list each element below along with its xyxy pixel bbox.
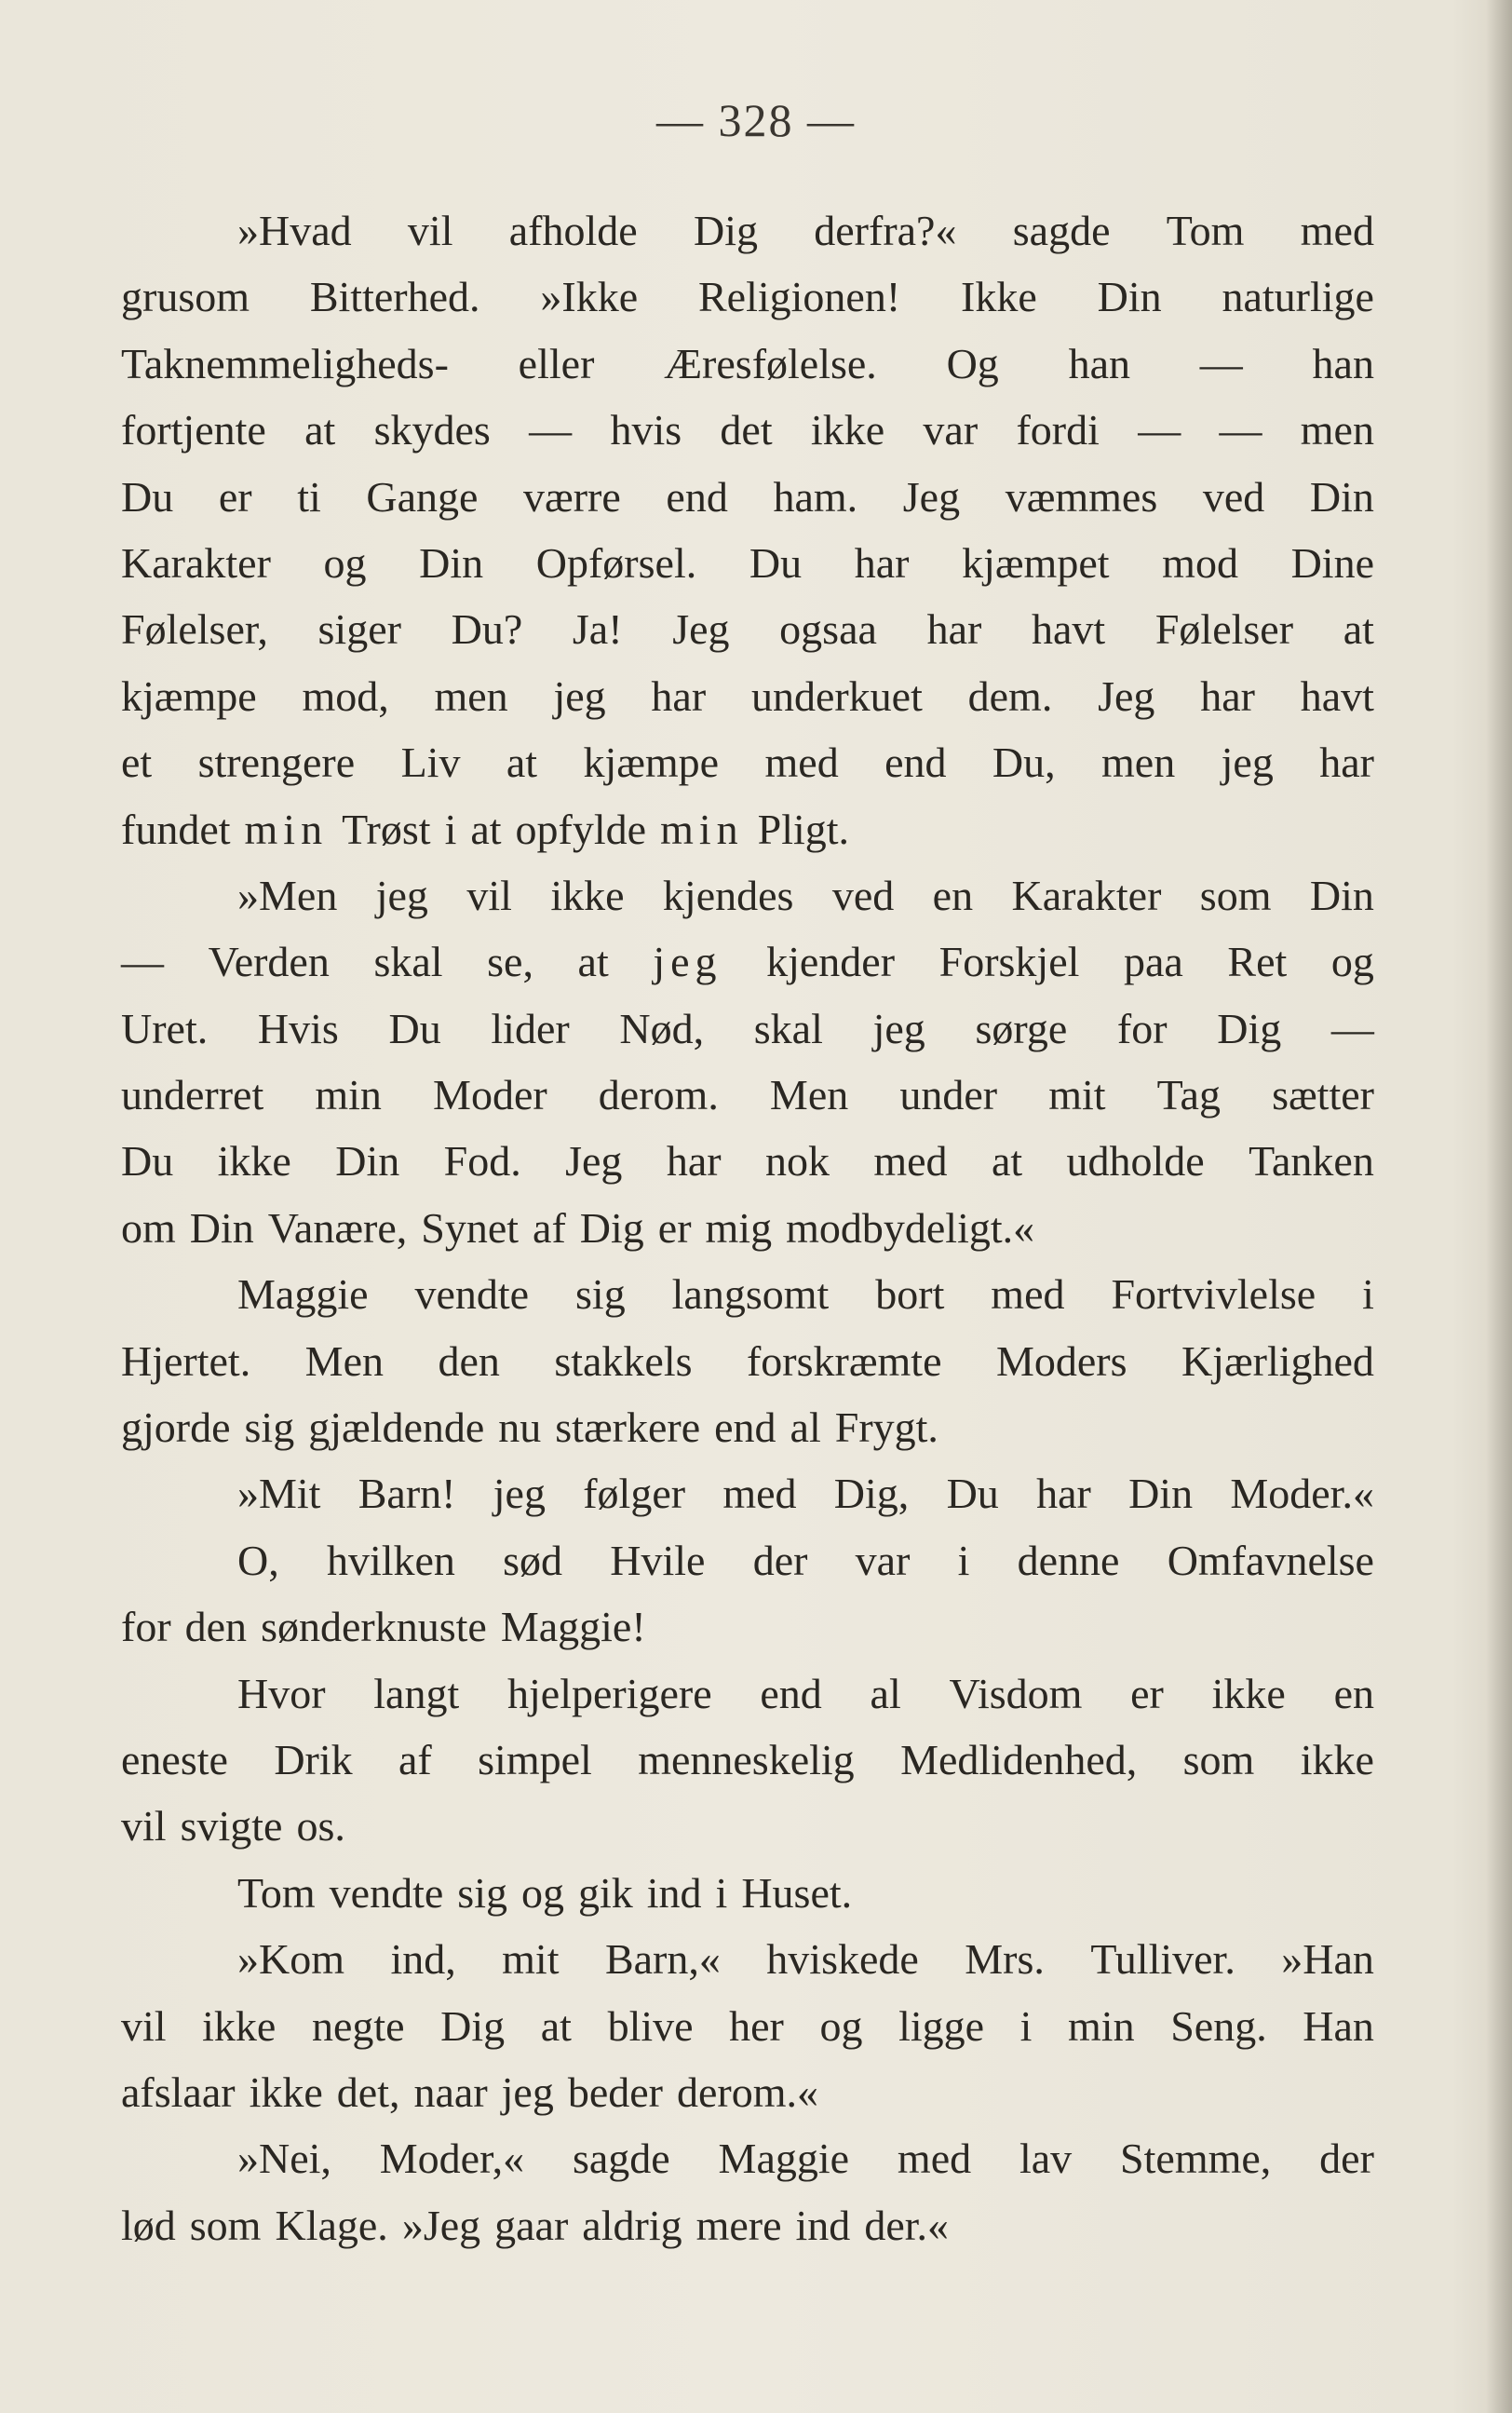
text-line: underret min Moder derom. Men under mit Tag sætter	[121, 1071, 1374, 1119]
text-line: vil svigte os.	[121, 1802, 345, 1850]
text-line: Tom vendte sig og gik ind i Huset.	[237, 1868, 853, 1917]
text-line: om Din Vanære, Synet af Dig er mig modbydeligt.«	[121, 1203, 1035, 1252]
text-line: vil ikke negte Dig at blive her og ligge i min Seng. Han	[121, 2001, 1374, 2050]
body-text	[121, 197, 1374, 2258]
text-line: Du ikke Din Fod. Jeg har nok med at udholde Tanken	[121, 1137, 1374, 1186]
text-line: »Nei, Moder,« sagde Maggie med lav Stemme, der	[237, 2135, 1374, 2183]
text-line: gjorde sig gjældende nu stærkere end al Frygt.	[121, 1403, 938, 1452]
text-line: »Kom ind, mit Barn,« hviskede Mrs. Tulliver. »Han	[237, 1935, 1374, 1984]
text-line: Hjertet. Men den stakkels forskræmte Moders Kjærlighed	[121, 1336, 1374, 1385]
text-line: — Verden skal se, at jeg kjender Forskjel paa Ret og	[121, 938, 1374, 986]
page-edge-shadow	[1486, 0, 1512, 2413]
text-line: for den sønderknuste Maggie!	[121, 1603, 646, 1651]
text-line: Følelser, siger Du? Ja! Jeg ogsaa har havt Følelser at	[121, 605, 1374, 654]
text-line: Maggie vendte sig langsomt bort med Fortvivlelse i	[237, 1270, 1374, 1319]
text-line: »Men jeg vil ikke kjendes ved en Karakter som Din	[237, 871, 1374, 919]
text-line: fortjente at skydes — hvis det ikke var fordi — — men	[121, 406, 1374, 454]
text-line: et strengere Liv at kjæmpe med end Du, men jeg har	[121, 739, 1374, 787]
text-line: O, hvilken sød Hvile der var i denne Omfavnelse	[237, 1536, 1374, 1584]
text-line: Hvor langt hjelperigere end al Visdom er ikke en	[237, 1669, 1374, 1717]
text-line: Du er ti Gange værre end ham. Jeg væmmes ved Din	[121, 472, 1374, 521]
text-line: Taknemmeligheds- eller Æresfølelse. Og han — han	[121, 339, 1374, 387]
text-line: Karakter og Din Opførsel. Du har kjæmpet mod Dine	[121, 538, 1374, 587]
text-line: Uret. Hvis Du lider Nød, skal jeg sørge for Dig —	[121, 1004, 1374, 1052]
text-line: kjæmpe mod, men jeg har underkuet dem. Jeg har havt	[121, 671, 1374, 720]
text-line: lød som Klage. »Jeg gaar aldrig mere ind der.«	[121, 2201, 950, 2249]
page-number: — 328 —	[656, 94, 856, 146]
text-line: »Mit Barn! jeg følger med Dig, Du har Din Moder.«	[237, 1470, 1374, 1518]
text-line: »Hvad vil afholde Dig derfra?« sagde Tom med	[237, 207, 1374, 254]
text-line: fundet min Trøst i at opfylde min Pligt.	[121, 805, 850, 853]
text-line: grusom Bitterhed. »Ikke Religionen! Ikke Din naturlige	[121, 273, 1374, 321]
text-line: afslaar ikke det, naar jeg beder derom.«	[121, 2067, 819, 2116]
text-line: eneste Drik af simpel menneskelig Medlidenhed, som ikke	[121, 1735, 1374, 1783]
